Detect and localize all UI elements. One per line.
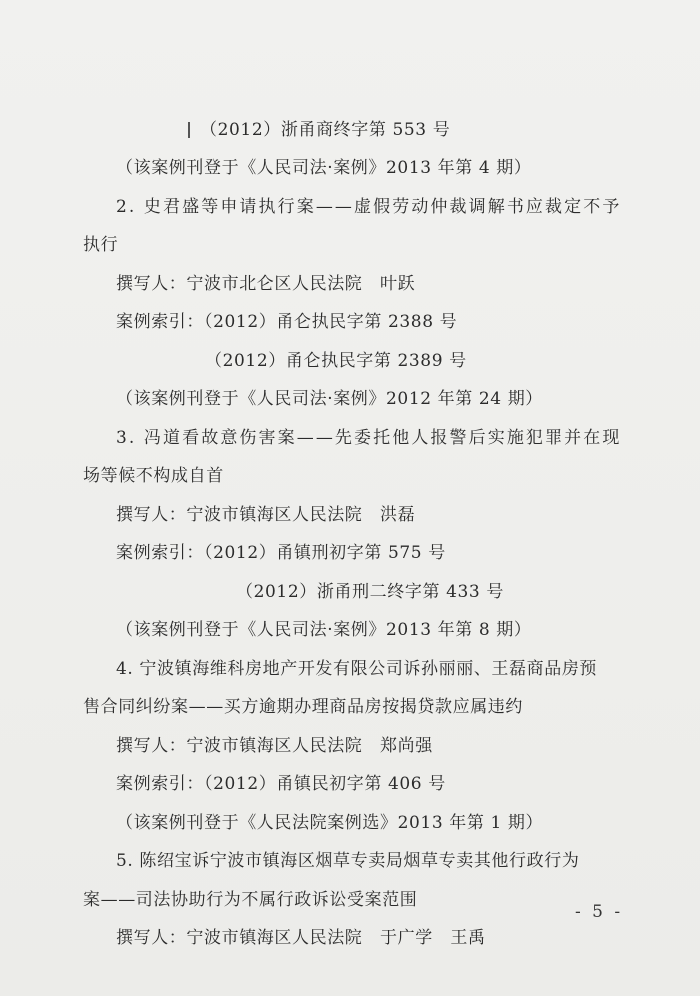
case-heading: 2. 史君盛等申请执行案——虚假劳动仲裁调解书应裁定不予 — [116, 197, 622, 217]
text-line: （该案例刊登于《人民司法·案例》2013 年第 4 期） — [116, 158, 532, 178]
case-heading-continued: 场等候不构成自首 — [83, 466, 224, 486]
page-number: - 5 - — [575, 902, 624, 922]
publication-note: （该案例刊登于《人民法院案例选》2013 年第 1 期） — [116, 813, 544, 833]
publication-note: （该案例刊登于《人民司法·案例》2013 年第 8 期） — [116, 620, 532, 640]
text-line: （2012）浙甬商终字第 553 号 — [200, 120, 451, 140]
case-heading: 3. 冯道看故意伤害案——先委托他人报警后实施犯罪并在现 — [116, 428, 622, 448]
author-line: 撰写人：宁波市镇海区人民法院 于广学 王禹 — [116, 928, 486, 948]
author-line: 撰写人：宁波市镇海区人民法院 郑尚强 — [116, 736, 433, 756]
case-index-line: （2012）甬仑执民字第 2389 号 — [205, 351, 467, 371]
case-index-line: （2012）浙甬刑二终字第 433 号 — [236, 582, 504, 602]
case-heading: 5. 陈绍宝诉宁波市镇海区烟草专卖局烟草专卖其他行政行为 — [116, 851, 580, 871]
case-index-line: 案例索引：（2012）甬镇刑初字第 575 号 — [116, 543, 446, 563]
author-line: 撰写人：宁波市镇海区人民法院 洪磊 — [116, 505, 416, 525]
margin-mark — [188, 122, 190, 138]
case-heading: 4. 宁波镇海维科房地产开发有限公司诉孙丽丽、王磊商品房预 — [116, 659, 598, 679]
publication-note: （该案例刊登于《人民司法·案例》2012 年第 24 期） — [116, 389, 543, 409]
case-heading-continued: 售合同纠纷案——买方逾期办理商品房按揭贷款应属违约 — [83, 697, 523, 717]
case-heading-continued: 案——司法协助行为不属行政诉讼受案范围 — [83, 890, 418, 910]
author-line: 撰写人：宁波市北仑区人民法院 叶跃 — [116, 274, 416, 294]
case-index-line: 案例索引：（2012）甬镇民初字第 406 号 — [116, 774, 446, 794]
case-heading-continued: 执行 — [83, 235, 119, 255]
case-index-line: 案例索引：（2012）甬仑执民字第 2388 号 — [116, 312, 458, 332]
